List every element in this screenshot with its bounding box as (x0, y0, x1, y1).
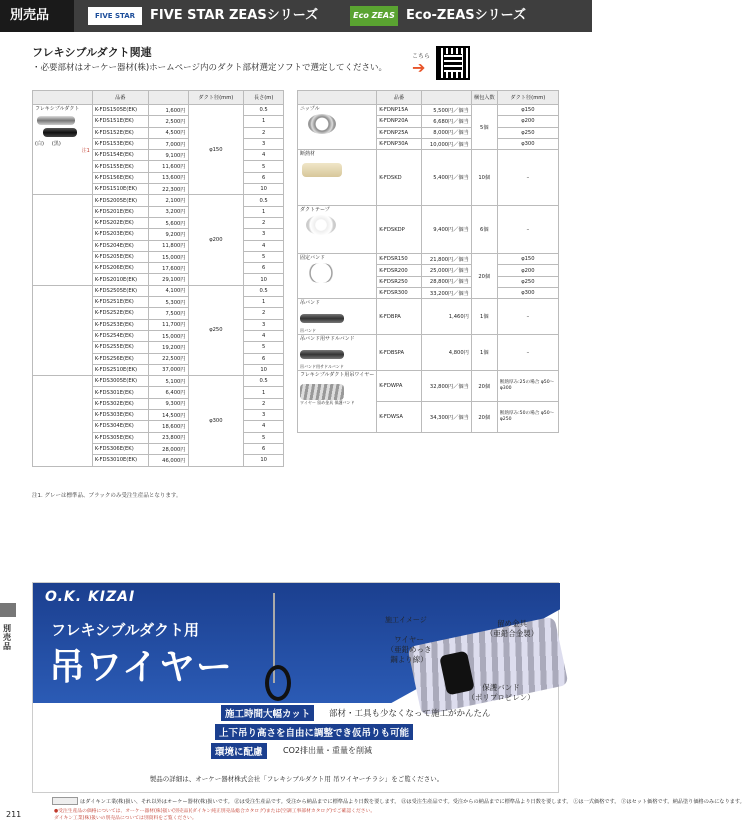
diameter-cell: φ150 (497, 254, 558, 265)
model-cell: K-FDS204E(EK) (92, 240, 148, 251)
feature-1: 施工時間大幅カット (221, 705, 314, 721)
model-cell: K-FDNP25A (377, 127, 422, 138)
model-cell: K-FDWSA (377, 402, 422, 433)
product-picture (300, 159, 344, 179)
price-cell: 9,400円／個当 (421, 206, 471, 254)
diameter-cell: φ250 (497, 127, 558, 138)
feature-1-sub: 部材・工具も少なくなって施工がかんたん (329, 709, 491, 719)
model-cell: K-FDS3010E(EK) (92, 455, 148, 466)
price-cell: 8,000円／個当 (421, 127, 471, 138)
model-cell: K-FDSKD (377, 150, 422, 206)
price-cell: 5,100円 (148, 376, 188, 387)
model-cell: K-FDS301E(EK) (92, 387, 148, 398)
table-row (298, 299, 559, 335)
price-cell: 5,400円／個当 (421, 150, 471, 206)
wire-duct-icon (300, 384, 344, 400)
model-cell: K-FDS2005E(EK) (92, 195, 148, 206)
price-cell: 13,600円 (148, 172, 188, 183)
model-cell: K-FDS254E(EK) (92, 330, 148, 341)
product-label: ダクトテープ (300, 207, 330, 214)
col-header-length: 長さ(m) (244, 91, 284, 105)
table-row (298, 206, 559, 254)
price-cell: 6,400円 (148, 387, 188, 398)
length-cell: 10 (244, 455, 284, 466)
col-header-image (298, 91, 377, 105)
page-number: 211 (6, 810, 22, 819)
price-cell: 22,300円 (148, 184, 188, 195)
product-picture (300, 215, 344, 235)
model-cell: K-FDS251E(EK) (92, 297, 148, 308)
empty-image-cell (33, 285, 93, 375)
length-cell: 2 (244, 127, 284, 138)
banner-caption: 施工イメージ (385, 616, 427, 624)
model-cell: K-FDSR150 (377, 254, 422, 265)
five-star-logo: FIVE STAR (88, 7, 142, 25)
model-cell: K-FDS152E(EK) (92, 127, 148, 138)
model-cell: K-FDS151E(EK) (92, 116, 148, 127)
model-cell: K-FDS306E(EK) (92, 443, 148, 454)
product-image-cell (298, 299, 377, 335)
color-label-white: (白) (35, 141, 44, 147)
price-cell: 5,600円 (148, 217, 188, 228)
length-cell: 5 (244, 161, 284, 172)
price-cell: 11,700円 (148, 319, 188, 330)
product-picture (300, 308, 344, 328)
model-cell: K-FDSR250 (377, 276, 422, 287)
price-cell: 14,500円 (148, 410, 188, 421)
table-row (33, 376, 284, 387)
price-cell: 32,800円／個当 (421, 371, 471, 402)
qr-label: こちら (412, 53, 431, 60)
length-cell: 0.5 (244, 285, 284, 296)
price-cell: 15,000円 (148, 330, 188, 341)
col-header-diameter: ダクト径(mm) (188, 91, 244, 105)
flex-duct-picture (35, 114, 79, 140)
product-image-cell (298, 254, 377, 299)
table-row (33, 105, 284, 116)
table-row (298, 371, 559, 402)
model-cell: K-FDS305E(EK) (92, 432, 148, 443)
part-label: 吊バンド (300, 328, 316, 334)
fixing-band-icon (306, 263, 336, 283)
length-cell: 4 (244, 150, 284, 161)
col-header-price (148, 91, 188, 105)
table-row (298, 105, 559, 116)
tape-icon (306, 215, 336, 235)
legend-swatch (52, 797, 78, 805)
duct-accessories-table (297, 90, 559, 433)
duct-black-icon (43, 128, 77, 137)
model-cell: K-FDS202E(EK) (92, 217, 148, 228)
length-cell: 2 (244, 308, 284, 319)
price-cell: 4,800円 (421, 335, 471, 371)
length-cell: 3 (244, 410, 284, 421)
price-cell: 10,000円／個当 (421, 138, 471, 149)
duct-white-icon (37, 116, 75, 125)
model-cell: K-FDS302E(EK) (92, 398, 148, 409)
price-cell: 6,680円／個当 (421, 116, 471, 127)
price-cell: 23,800円 (148, 432, 188, 443)
insulation-icon (302, 163, 342, 177)
length-cell: 1 (244, 206, 284, 217)
length-cell: 4 (244, 240, 284, 251)
table-row (298, 335, 559, 371)
length-cell: 4 (244, 330, 284, 341)
feature-3-sub: CO2排出量・重量を削減 (283, 746, 372, 755)
model-cell: K-FDSR200 (377, 265, 422, 276)
arrow-right-icon: ➔ (412, 58, 426, 77)
price-cell: 11,800円 (148, 240, 188, 251)
diameter-cell: 断熱厚み:25の場合 φ50～φ300 (497, 371, 558, 402)
table-row (298, 254, 559, 265)
label-wire: ワイヤー （亜鉛めっき 鋼より線） (386, 635, 432, 664)
length-cell: 6 (244, 443, 284, 454)
price-cell: 37,000円 (148, 364, 188, 375)
diameter-cell: – (497, 299, 558, 335)
length-cell: 0.5 (244, 195, 284, 206)
part-label-wire: ワイヤー (300, 400, 316, 406)
banner-footer: 製品の詳細は、オーケー器材株式会社「フレキシブルダクト用 吊ワイヤーチラシ」をご覧ください。 (149, 775, 444, 783)
category-label: 別売品 (0, 0, 74, 32)
price-cell: 21,800円／個当 (421, 254, 471, 265)
diameter-cell: φ300 (497, 138, 558, 149)
legal-note: ●受注生産品の価格については、オーケー器材(株)扱い(別売品)(ダイキン純正別売品総合カタログ)または(空調工事部材カタログ)でご確認ください。 ダイキン工業(株)扱いの別売品については別資料をご覧ください。 (54, 809, 376, 821)
length-cell: 0.5 (244, 105, 284, 116)
diameter-cell: 断熱厚み:50の場合 φ50～φ250 (497, 402, 558, 433)
price-cell: 28,000円 (148, 443, 188, 454)
diameter-cell: φ200 (188, 195, 244, 285)
price-cell: 1,460円 (421, 299, 471, 335)
product-picture (300, 114, 344, 134)
length-cell: 3 (244, 229, 284, 240)
diameter-cell: φ200 (497, 265, 558, 276)
qr-code-icon[interactable] (436, 46, 470, 80)
diameter-cell: φ250 (497, 276, 558, 287)
header-bar (0, 0, 592, 32)
color-labels (35, 140, 90, 147)
pack-cell: 1個 (471, 335, 497, 371)
length-cell: 3 (244, 319, 284, 330)
empty-image-cell (33, 195, 93, 285)
wire-loop-illustration (265, 665, 291, 701)
model-cell: K-FDS2505E(EK) (92, 285, 148, 296)
model-cell: K-FDS1510E(EK) (92, 184, 148, 195)
eco-zeas-logo: Eco ZEAS (350, 6, 398, 26)
price-cell: 4,500円 (148, 127, 188, 138)
diameter-cell: φ300 (497, 288, 558, 299)
product-picture (300, 344, 344, 364)
hanging-wire-banner (32, 582, 559, 793)
product-label: 吊バンド用サドルバンド (300, 336, 355, 343)
product-image-cell (298, 150, 377, 206)
length-cell: 4 (244, 421, 284, 432)
footnote: 注1. グレーは標準品、ブラックのみ受注生産品となります。 (32, 493, 182, 499)
product-picture (300, 380, 344, 400)
label-band: 保護バンド （ポリプロピレン） (467, 683, 535, 702)
product-label: 断熱材 (300, 151, 316, 158)
product-image-cell (298, 335, 377, 371)
product-image-cell (298, 206, 377, 254)
model-cell: K-FDS201E(EK) (92, 206, 148, 217)
diameter-cell: φ150 (188, 105, 244, 195)
model-cell: K-FDSR300 (377, 288, 422, 299)
banner-title-1: フレキシブルダクト用 (51, 621, 200, 639)
price-cell: 19,200円 (148, 342, 188, 353)
price-cell: 1,600円 (148, 105, 188, 116)
model-cell: K-FDNP20A (377, 116, 422, 127)
price-cell: 11,600円 (148, 161, 188, 172)
length-cell: 1 (244, 297, 284, 308)
feature-2: 上下吊り高さを自由に調整でき仮吊りも可能 (215, 724, 413, 740)
price-cell: 7,000円 (148, 138, 188, 149)
label-clip: 留め金具 （亜鉛合金製） (485, 619, 539, 638)
table-row (33, 285, 284, 296)
col-header-pack: 梱包入数 (471, 91, 497, 105)
col-header-diameter: ダクト径(mm) (497, 91, 558, 105)
model-cell: K-FDBPA (377, 299, 422, 335)
length-cell: 10 (244, 364, 284, 375)
model-cell: K-FDS255E(EK) (92, 342, 148, 353)
price-cell: 9,100円 (148, 150, 188, 161)
model-cell: K-FDS153E(EK) (92, 138, 148, 149)
price-cell: 22,500円 (148, 353, 188, 364)
price-cell: 33,200円／個当 (421, 288, 471, 299)
table-row (298, 150, 559, 206)
model-cell: K-FDS155E(EK) (92, 161, 148, 172)
series-title-eco: Eco-ZEASシリーズ (406, 8, 526, 23)
product-image-cell (298, 371, 377, 433)
part-label-clip: 留め金具 (317, 400, 334, 406)
color-label-black: (黒) (51, 141, 61, 147)
product-label: フレキシブルダクト用吊ワイヤー (300, 372, 375, 379)
part-label-band: 保護バンド (334, 400, 355, 406)
part-labels (300, 400, 374, 406)
diameter-cell: φ300 (188, 376, 244, 466)
length-cell: 6 (244, 263, 284, 274)
price-cell: 2,500円 (148, 116, 188, 127)
nipple-icon (308, 114, 336, 134)
model-cell: K-FDS3005E(EK) (92, 376, 148, 387)
model-cell: K-FDS2510E(EK) (92, 364, 148, 375)
model-cell: K-FDS256E(EK) (92, 353, 148, 364)
length-cell: 10 (244, 274, 284, 285)
section-title: フレキシブルダクト関連 (32, 46, 152, 59)
part-label: 吊バンド用サドルバンド (300, 364, 344, 370)
product-label: フレキシブルダクト (35, 106, 80, 112)
model-cell: K-FDS303E(EK) (92, 410, 148, 421)
price-cell: 9,200円 (148, 229, 188, 240)
length-cell: 6 (244, 353, 284, 364)
product-label: 吊バンド (300, 300, 321, 307)
length-cell: 10 (244, 184, 284, 195)
length-cell: 2 (244, 398, 284, 409)
model-cell: K-FDS205E(EK) (92, 251, 148, 262)
banner-brand: O.K. KIZAI (45, 589, 136, 605)
price-cell: 4,100円 (148, 285, 188, 296)
price-cell: 9,300円 (148, 398, 188, 409)
pack-cell: 20個 (471, 371, 497, 402)
pack-cell: 20個 (471, 402, 497, 433)
length-cell: 1 (244, 116, 284, 127)
length-cell: 1 (244, 387, 284, 398)
model-cell: K-FDS253E(EK) (92, 319, 148, 330)
product-image-cell (298, 105, 377, 150)
price-cell: 25,000円／個当 (421, 265, 471, 276)
legend-text: はダイキン工業(株)扱い、それ以外はオーケー器材(株)扱いです。 ㊣は受注生産品です。受注から納品までに標準品より日数を要します。 ㊟は受注生産品です。受注からの納品までに標準品より日数を要します。 ㊤は一式価格です。 ㊦はセット価格です。納品塗り価格のみになります。 (80, 799, 745, 805)
model-cell: K-FDNP15A (377, 105, 422, 116)
price-cell: 17,600円 (148, 263, 188, 274)
price-cell: 3,200円 (148, 206, 188, 217)
model-cell: K-FDS154E(EK) (92, 150, 148, 161)
diameter-cell: φ150 (497, 105, 558, 116)
diameter-cell: – (497, 150, 558, 206)
col-header-image (33, 91, 93, 105)
series-title-fivestar: FIVE STAR ZEASシリーズ (150, 8, 319, 23)
diameter-cell: φ250 (188, 285, 244, 375)
model-cell: K-FDS304E(EK) (92, 421, 148, 432)
price-cell: 5,500円／個当 (421, 105, 471, 116)
note-mark: 注1 (81, 148, 90, 154)
pack-cell: 1個 (471, 299, 497, 335)
banner-title-2: 吊ワイヤー (49, 647, 233, 688)
price-cell: 7,500円 (148, 308, 188, 319)
pack-cell: 20個 (471, 254, 497, 299)
length-cell: 5 (244, 342, 284, 353)
length-cell: 5 (244, 432, 284, 443)
hanging-band-icon (300, 350, 344, 359)
diameter-cell: – (497, 335, 558, 371)
model-cell: K-FDSKDP (377, 206, 422, 254)
side-tab (0, 603, 16, 617)
length-cell: 6 (244, 172, 284, 183)
product-label: ニップル (300, 106, 320, 112)
model-cell: K-FDS156E(EK) (92, 172, 148, 183)
model-cell: K-FDS206E(EK) (92, 263, 148, 274)
model-cell: K-FDS252E(EK) (92, 308, 148, 319)
product-label: 固定バンド (300, 255, 326, 262)
model-cell: K-FDS203E(EK) (92, 229, 148, 240)
flex-duct-table (32, 90, 284, 467)
price-cell: 18,600円 (148, 421, 188, 432)
pack-cell: 10個 (471, 150, 497, 206)
length-cell: 5 (244, 251, 284, 262)
price-cell: 28,800円／個当 (421, 276, 471, 287)
product-image-cell (33, 105, 93, 195)
length-cell: 0.5 (244, 376, 284, 387)
price-cell: 15,000円 (148, 251, 188, 262)
product-picture (300, 263, 344, 283)
length-cell: 3 (244, 138, 284, 149)
table-row (33, 195, 284, 206)
col-header-model: 品番 (92, 91, 148, 105)
price-cell: 2,100円 (148, 195, 188, 206)
hanging-band-icon (300, 314, 344, 323)
col-header-model: 品番 (377, 91, 422, 105)
price-cell: 5,300円 (148, 297, 188, 308)
feature-3: 環境に配慮 (211, 743, 267, 759)
side-label: 別売品 (3, 624, 11, 651)
col-header-price (421, 91, 471, 105)
section-note: ・必要部材はオーケー器材(株)ホームページ内のダクト部材選定ソフトで選定してください。 (32, 63, 387, 73)
diameter-cell: – (497, 206, 558, 254)
price-cell: 34,300円／個当 (421, 402, 471, 433)
diameter-cell: φ200 (497, 116, 558, 127)
model-cell: K-FDNP30A (377, 138, 422, 149)
pack-cell: 6個 (471, 206, 497, 254)
pack-cell: 5個 (471, 105, 497, 150)
model-cell: K-FDWPA (377, 371, 422, 402)
model-cell: K-FDS1505E(EK) (92, 105, 148, 116)
model-cell: K-FDBSPA (377, 335, 422, 371)
empty-image-cell (33, 376, 93, 466)
price-cell: 29,100円 (148, 274, 188, 285)
length-cell: 2 (244, 217, 284, 228)
price-cell: 46,000円 (148, 455, 188, 466)
model-cell: K-FDS2010E(EK) (92, 274, 148, 285)
